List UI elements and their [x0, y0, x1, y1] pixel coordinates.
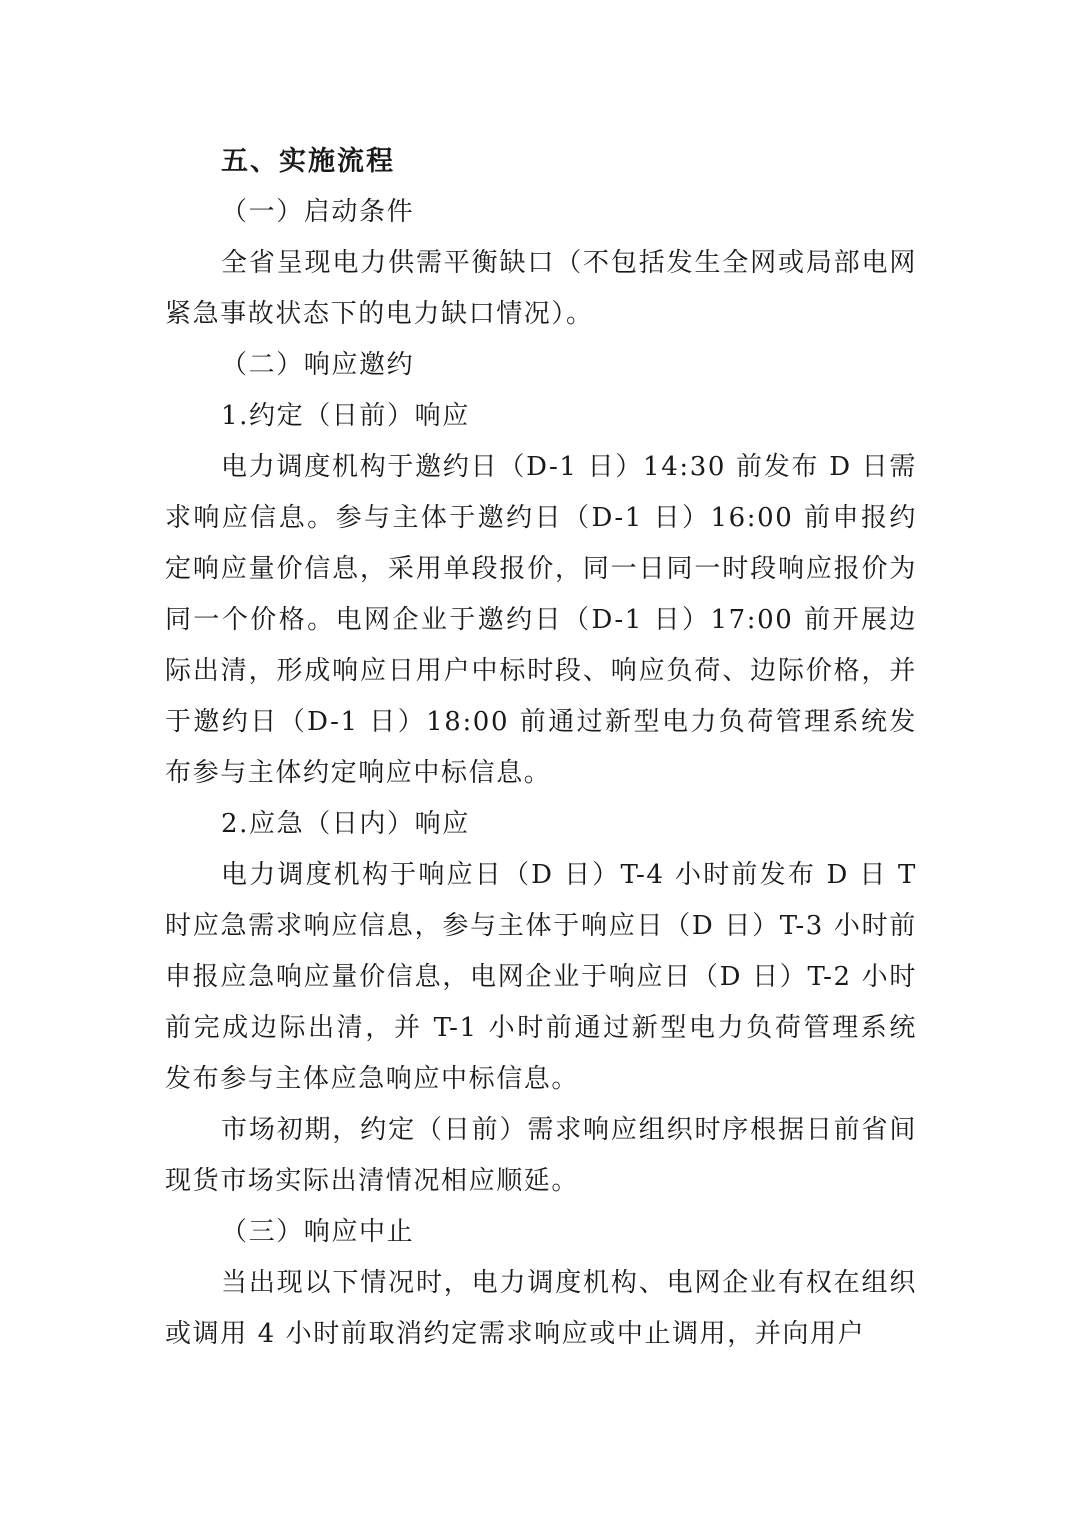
document-body: [165, 136, 917, 1360]
subsection-title-response-suspension: （三）响应中止: [221, 1217, 415, 1247]
paragraph-emergency-response: 电力调度机构于响应日（D 日）T-4 小时前发布 D 日 T 时应急需求响应信息，参与主体于响应日（D 日）T-3 小时前申报应急响应量价信息，电网企业于响应日（D 日）T-2 小时前完成边际出清，并 T-1 小时前通过新型电力负荷管理系统发布参与主体应急响应中标信息。: [165, 860, 917, 1094]
item-title-day-ahead-response: 1.约定（日前）响应: [221, 401, 470, 431]
subsection-title-response-invitation: （二）响应邀约: [221, 350, 415, 380]
item-title-emergency-response: 2.应急（日内）响应: [221, 809, 470, 839]
subsection-title-start-conditions: （一）启动条件: [221, 197, 415, 227]
section-title: 五、实施流程: [221, 146, 395, 177]
paragraph-response-suspension: 当出现以下情况时，电力调度机构、电网企业有权在组织或调用 4 小时前取消约定需求响应或中止调用，并向用户: [165, 1268, 917, 1349]
paragraph-day-ahead-response: 电力调度机构于邀约日（D-1 日）14:30 前发布 D 日需求响应信息。参与主体于邀约日（D-1 日）16:00 前申报约定响应量价信息，采用单段报价，同一日同一时段响应报价为同一个价格。电网企业于邀约日（D-1 日）17:00 前开展边际出清，形成响应日用户中标时段、响应负荷、边际价格，并于邀约日（D-1 日）18:00 前通过新型电力负荷管理系统发布参与主体约定响应中标信息。: [165, 452, 917, 788]
paragraph-start-conditions: 全省呈现电力供需平衡缺口（不包括发生全网或局部电网紧急事故状态下的电力缺口情况）。: [165, 248, 917, 329]
paragraph-market-initial-period: 市场初期，约定（日前）需求响应组织时序根据日前省间现货市场实际出清情况相应顺延。: [165, 1115, 917, 1196]
